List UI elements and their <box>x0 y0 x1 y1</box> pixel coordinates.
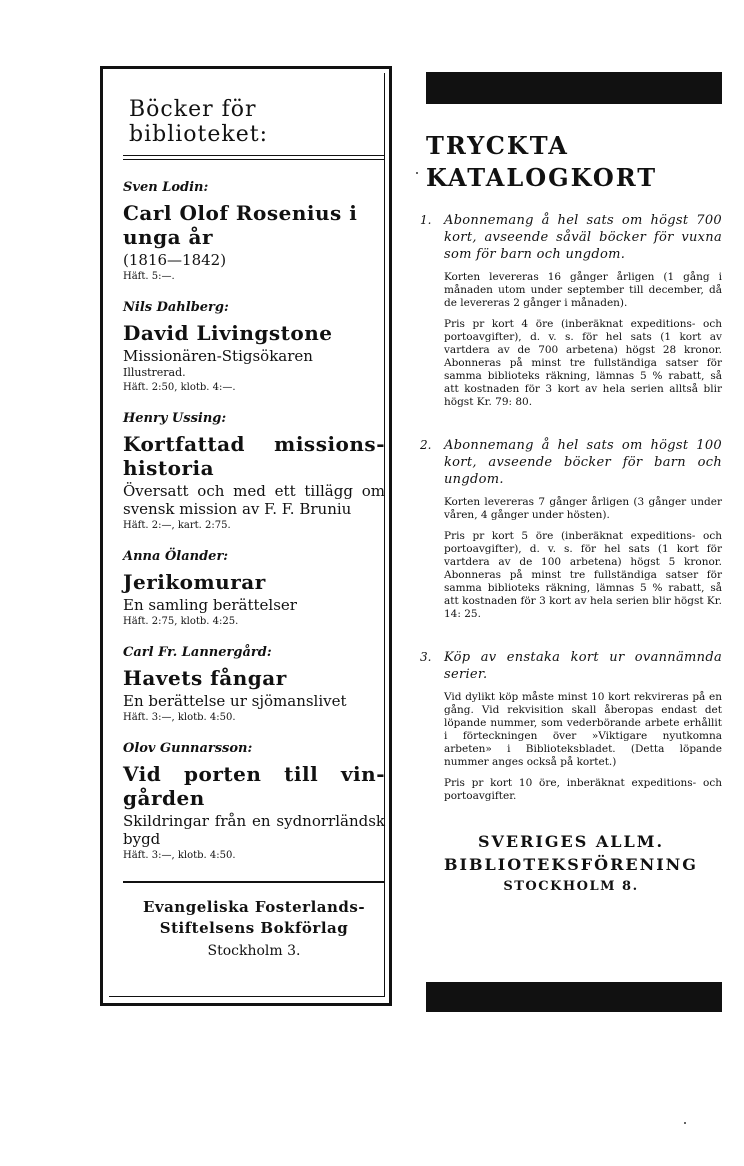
offer-paragraph: Vid dylikt köp måste minst 10 kort rekvireras på en gång. Vid rekvisition skall åberopas endast det löpande nummer, som vederbörande arbete erhållit i förteckningen över »Viktigare nyutkomna arbeten» i Biblioteksbladet. (Detta löpande nummer anges också på kortet.) <box>444 691 722 768</box>
book-author: Olov Gunnarsson: <box>123 741 253 756</box>
book-price: Häft. 5:—. <box>123 271 175 282</box>
book-note: Illustrerad. <box>123 366 186 379</box>
book-entry <box>123 300 385 395</box>
publisher-city: Stockholm 3. <box>207 943 301 959</box>
book-title: Havets fångar <box>123 666 287 690</box>
offer-title: Köp av enstaka kort ur ovannämnda serier. <box>444 650 722 682</box>
book-author: Anna Ölander: <box>123 549 229 564</box>
catalog-card-advertisement <box>420 72 722 1012</box>
offer-price-paragraph: Pris pr kort 4 öre (inberäknat expeditions- och portoavgifter), d. v. s. för hel sats (1 kort av vartdera av de 700 arbetena) högst 28 kronor. Abonneras på minst tre fullständiga satser för samma biblioteks räkning, lämnas 5 % rabatt, så att kostnaden för 3 kort av hela serien alltså blir högst Kr. 79: 80. <box>444 318 722 408</box>
book-price: Häft. 2:50, klotb. 4:—. <box>123 382 236 393</box>
heading-line-2: KATALOGKORT <box>426 163 658 192</box>
book-subtitle: Översatt och med ett tillägg om svensk mission av F. F. Bruniu <box>123 482 385 518</box>
book-subtitle: (1816—1842) <box>123 251 227 269</box>
offer-item <box>420 437 722 629</box>
book-subtitle: En berättelse ur sjömanslivet <box>123 692 347 710</box>
association-line-1: SVERIGES ALLM. <box>477 832 665 851</box>
book-entry <box>123 549 385 629</box>
book-subtitle: Missionären-Stigsökaren <box>123 347 313 365</box>
book-author: Henry Ussing: <box>123 411 227 426</box>
book-title: Jerikomurar <box>123 570 266 594</box>
book-author: Sven Lodin: <box>123 180 209 195</box>
top-black-bar <box>426 72 722 104</box>
ad-content <box>123 97 385 959</box>
ad-heading <box>426 130 657 194</box>
offer-paragraph: Korten levereras 7 gånger årligen (3 gånger under våren, 4 gånger under hösten). <box>444 496 722 521</box>
offer-item <box>420 212 722 417</box>
offer-paragraph: Korten levereras 16 gånger årligen (1 gång i månaden utom under september till december, då de levereras 2 gånger i månaden). <box>444 271 722 309</box>
publisher-name: Evangeliska Fosterlands-Stiftelsens Bokförlag <box>142 898 366 937</box>
book-price: Häft. 2:—, kart. 2:75. <box>123 520 231 531</box>
book-title: Vid porten till vin-gården <box>123 762 385 810</box>
ad-heading: Böcker för biblioteket: <box>129 97 268 147</box>
book-price: Häft. 2:75, klotb. 4:25. <box>123 616 239 627</box>
offer-price-paragraph: Pris pr kort 5 öre (inberäknat expeditions- och portoavgifter), d. v. s. för hel sats (1 kort för vartdera av de 100 arbetena) högst 5 kronor. Abonneras på minst tre fullständiga satser för samma biblioteks räkning, lämnas 5 % rabatt, så att kostnaden för 3 kort av hela serien blir högst Kr. 14: 25. <box>444 530 722 620</box>
print-speck <box>684 1122 686 1124</box>
association-line-3: STOCKHOLM 8. <box>503 879 639 894</box>
offer-item <box>420 649 722 811</box>
heading-rule <box>123 155 385 160</box>
book-author: Nils Dahlberg: <box>123 300 229 315</box>
book-price: Häft. 3:—, klotb. 4:50. <box>123 850 236 861</box>
book-title: David Livingstone <box>123 321 333 345</box>
heading-line-1: TRYCKTA <box>426 131 569 160</box>
offer-title: Abonnemang å hel sats om högst 100 kort, avseende böcker för barn och ungdom. <box>444 438 722 487</box>
bookstore-advertisement <box>100 66 392 1006</box>
bottom-black-bar <box>426 982 722 1012</box>
offer-number: 1. <box>420 213 432 227</box>
association-line-2: BIBLIOTEKSFÖRENING <box>444 855 698 874</box>
book-entry <box>123 645 385 725</box>
print-speck <box>416 172 418 174</box>
publisher-block <box>123 881 385 959</box>
book-subtitle: Skildringar från en sydnorrländsk bygd <box>123 812 385 848</box>
book-price: Häft. 3:—, klotb. 4:50. <box>123 712 236 723</box>
book-author: Carl Fr. Lannergård: <box>123 645 272 660</box>
book-entry <box>123 180 385 284</box>
book-entry <box>123 411 385 533</box>
offer-price-paragraph: Pris pr kort 10 öre, inberäknat expeditions- och portoavgifter. <box>444 777 722 802</box>
offer-number: 3. <box>420 650 432 664</box>
book-title: Carl Olof Rosenius i unga år <box>123 201 358 249</box>
offer-list <box>420 212 722 897</box>
book-title: Kortfattad missions-historia <box>123 432 385 480</box>
offer-title: Abonnemang å hel sats om högst 700 kort, avseende såväl böcker för vuxna som för barn och ungdom. <box>444 213 722 262</box>
association-signature <box>420 831 722 897</box>
book-subtitle: En samling berättelser <box>123 596 297 614</box>
offer-number: 2. <box>420 438 432 452</box>
book-entry <box>123 741 385 863</box>
